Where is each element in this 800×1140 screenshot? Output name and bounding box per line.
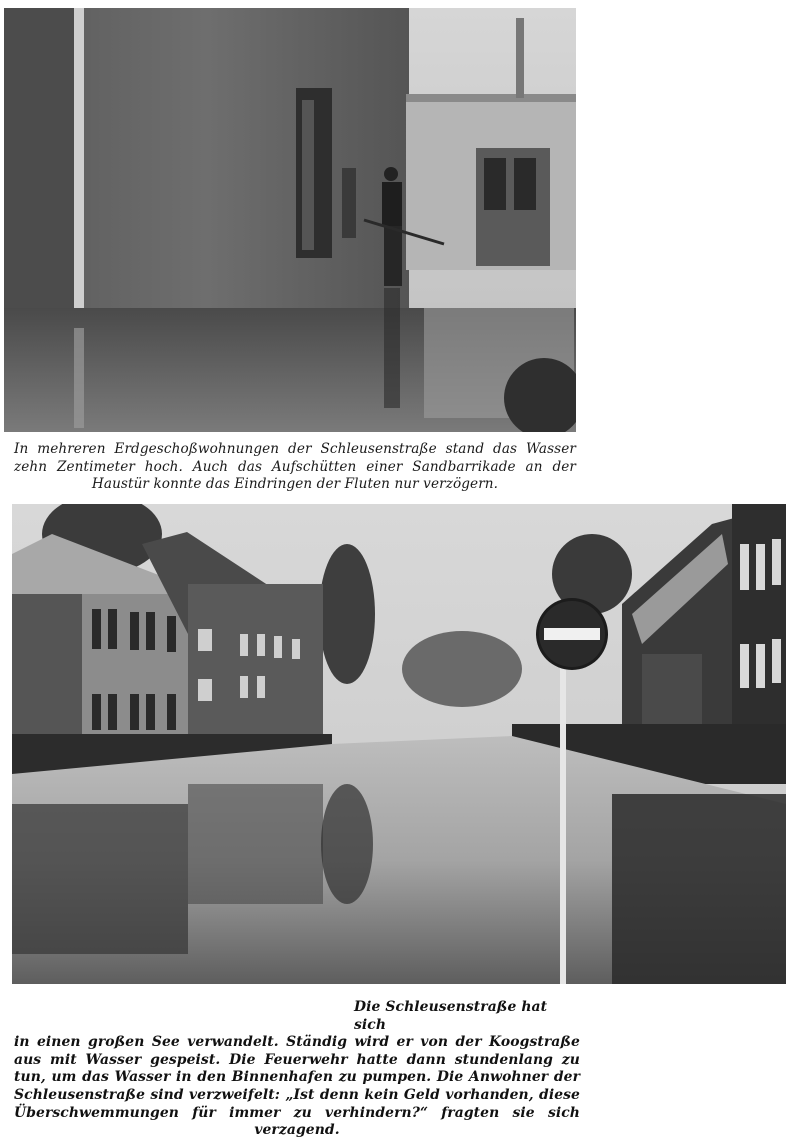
photo-flooded-courtyard (4, 8, 576, 432)
caption-bottom-lead: Die Schleusenstraße hat sich (354, 999, 548, 1033)
caption-bottom (14, 999, 580, 1140)
photo-flooded-street-image (12, 504, 786, 984)
photo-flooded-courtyard-image (4, 8, 576, 432)
photo-flooded-street (12, 504, 786, 984)
caption-top: In mehreren Erdgeschoßwohnungen der Schleusenstraße stand das Wasser zehn Zentimeter hoch. Auch das Aufschütten einer Sandbarrikade an der Haustür konnte das Eindringen der Fluten nur verzögern. (14, 441, 576, 492)
caption-bottom-body: in einen großen See verwandelt. Ständig wird er von der Koogstraße aus mit Wasser gespeist. Die Feuerwehr hatte dann stundenlang zu tun, um das Wasser in den Binnenhafen zu pumpen. Die Anwohner der Schleusenstraße sind verzweifelt: „Ist denn kein Geld vorhanden, diese Überschwemmungen für immer zu verhindern?“ fragten sie sich verzagend. (14, 1034, 580, 1139)
